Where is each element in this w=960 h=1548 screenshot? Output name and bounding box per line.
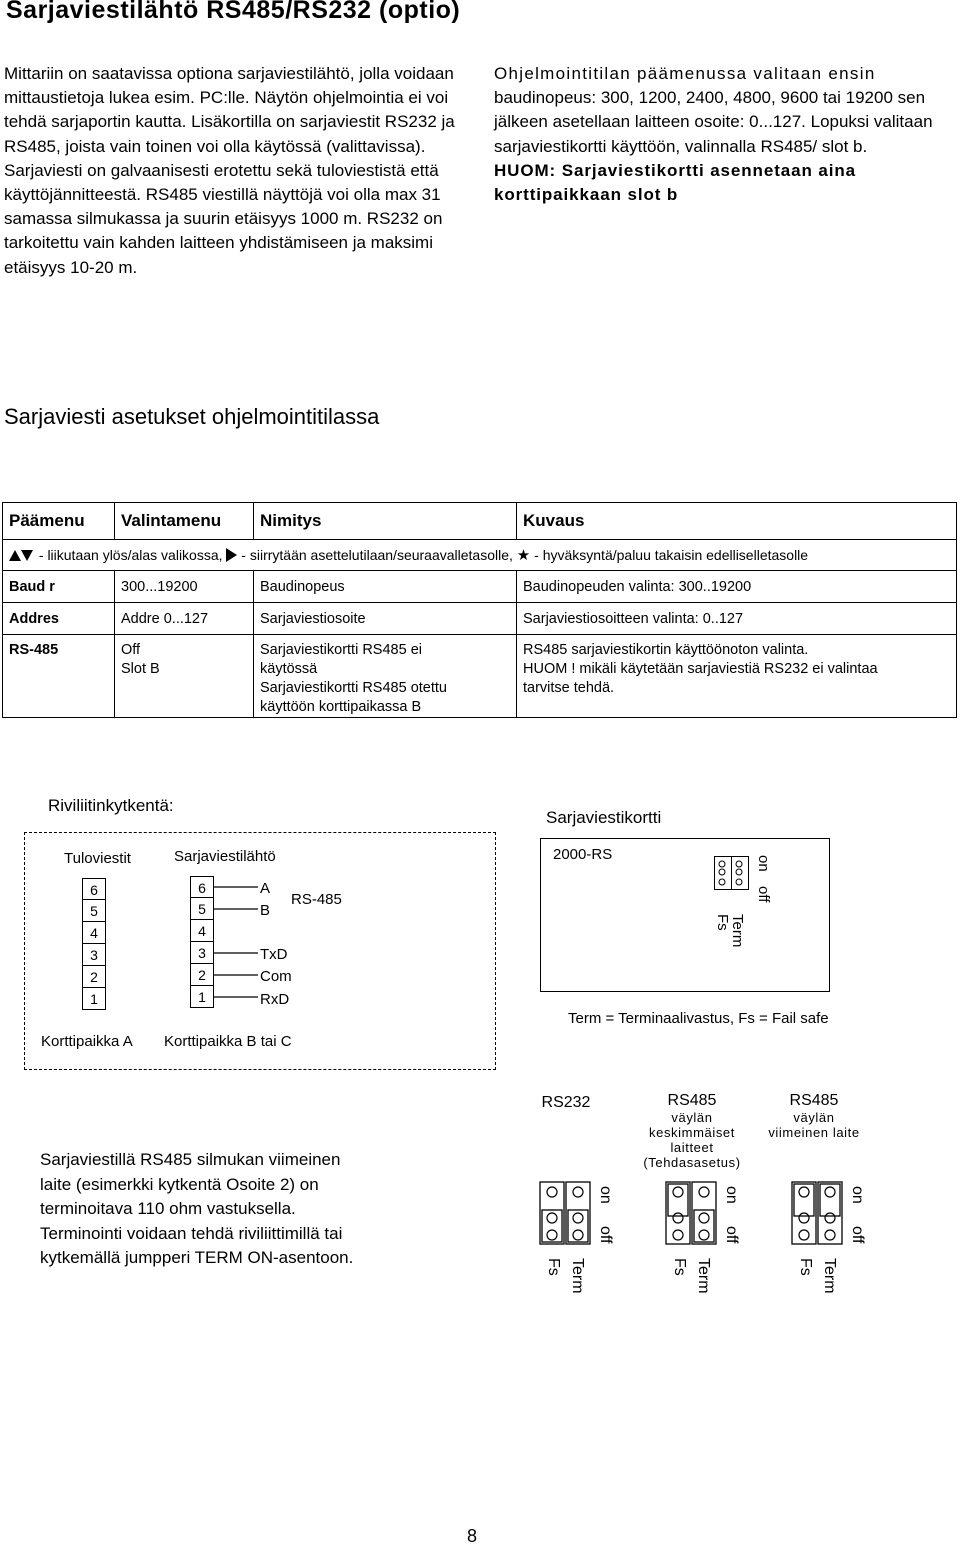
row-name: [254, 635, 517, 718]
header-select-menu: Valintamenu: [115, 503, 254, 540]
card-title: Sarjaviestikortti: [546, 808, 662, 827]
signal-a: A: [260, 880, 271, 897]
jumper-title: RS485: [667, 1092, 717, 1109]
terminal-pin: 3: [190, 942, 214, 964]
header-name: Nimitys: [254, 503, 517, 540]
row-menu: Baud r: [3, 571, 115, 603]
install-note: HUOM: Sarjaviestikortti asennetaan aina korttipaikkaan slot b: [494, 160, 856, 205]
jumper-sub: väylän: [671, 1110, 713, 1125]
terminal-pin: 4: [82, 922, 106, 944]
table-row: [3, 603, 957, 635]
row-desc: [517, 635, 957, 718]
jumper-sub: keskimmäiset: [649, 1125, 735, 1140]
terminal-block-a: [82, 878, 106, 1010]
card-term-label: Term: [729, 914, 746, 948]
terminal-pin: 6: [190, 876, 214, 898]
j2-on: on: [723, 1186, 740, 1204]
table-row: [3, 571, 957, 603]
wiring-title: Riviliitinkytkentä:: [48, 796, 174, 815]
j2-off: off: [723, 1226, 740, 1244]
jumper-sub: (Tehdasasetus): [643, 1155, 741, 1170]
terminal-pin: 3: [82, 944, 106, 966]
desc-line: RS485 sarjaviestikortin käyttöönoton valinta.: [523, 642, 809, 658]
table-header-row: [3, 503, 957, 540]
jumper-rs232-title: RS232: [541, 1094, 591, 1111]
note-line: kytkemällä jumpperi TERM ON-asentoon.: [40, 1248, 354, 1267]
legend-up-down-text: - liikutaan ylös/alas valikossa,: [35, 547, 227, 563]
slot-a-label: Korttipaikka A: [41, 1033, 133, 1050]
jumper-rs485-last: [762, 1092, 866, 1140]
terminal-pin: 1: [82, 988, 106, 1010]
j3-term: Term: [821, 1258, 838, 1294]
row-select: 300...19200: [115, 571, 254, 603]
row-name: Baudinopeus: [254, 571, 517, 603]
arrow-up-icon: [9, 550, 21, 561]
terminal-pin: 2: [82, 966, 106, 988]
card-on-label: on: [755, 855, 772, 872]
navigation-legend: [3, 540, 957, 571]
card-legend: Term = Terminaalivastus, Fs = Fail safe: [568, 1010, 829, 1027]
card-off-label: off: [755, 886, 772, 903]
intro-paragraph-1: Mittariin on saatavissa optiona sarjaviestilähtö, jolla voidaan mittaustietoja lukea esim. PC:lle. Näytön ohjelmointia ei voi tehdä sarjaportin kautta. Lisäkortilla on sarjaviestit RS232 ja RS485, joista vain toinen voi olla käytössä (valittavissa).: [4, 64, 455, 156]
row-desc: Sarjaviestiosoitteen valinta: 0..127: [517, 603, 957, 635]
note-line: Sarjaviestillä RS485 silmukan viimeinen: [40, 1150, 341, 1169]
terminal-pin: 5: [82, 900, 106, 922]
legend-right-text: - siirrytään asettelutilaan/seuraavalletasolle,: [237, 547, 517, 563]
section-heading: Sarjaviesti asetukset ohjelmointitilassa: [4, 404, 380, 429]
legend-row: [3, 540, 957, 571]
signal-com: Com: [260, 968, 292, 985]
intro-right-line-1: Ohjelmointitilan päämenussa valitaan ensin: [494, 64, 876, 83]
star-icon: ★: [516, 547, 531, 564]
terminal-pin: 4: [190, 920, 214, 942]
note-line: laite (esimerkki kytkentä Osoite 2) on: [40, 1174, 319, 1194]
j3-fs: Fs: [797, 1258, 814, 1276]
j3-on: on: [849, 1186, 866, 1204]
jumper-pins: [714, 856, 748, 890]
serial-output-label: Sarjaviestilähtö: [174, 848, 276, 865]
bus-label: RS-485: [291, 891, 342, 908]
jumper-rs485-middle: [636, 1092, 748, 1170]
termination-note: [40, 1148, 353, 1271]
row-name: Sarjaviestiosoite: [254, 603, 517, 635]
arrow-down-icon: [21, 550, 33, 561]
intro-left-text: [4, 62, 466, 280]
page-number: 8: [467, 1526, 478, 1546]
intro-paragraph-2: Sarjaviesti on galvaanisesti erotettu sekä tuloviestistä että käyttöjännitteestä. RS485 viestillä näyttöjä voi olla max 31 samassa silmukassa ja suurin etäisyys 1000 m. RS232 on tarkoitettu vain kahden laitteen yhdistämiseen ja maksimi etäisyys 10-20 m.: [4, 160, 443, 277]
row-desc: Baudinopeuden valinta: 300..19200: [517, 571, 957, 603]
note-line: Terminointi voidaan tehdä riviliittimillä tai: [40, 1223, 343, 1243]
jumper-diagram-rs232: [538, 1180, 598, 1250]
j1-fs: Fs: [545, 1258, 562, 1276]
intro-right-text: [494, 62, 958, 207]
jumper-title: RS485: [789, 1092, 839, 1109]
wiring-lines: [214, 876, 264, 1016]
legend-star-text: - hyväksyntä/paluu takaisin edelliselletasolle: [530, 547, 809, 563]
note-line: terminoitava 110 ohm vastuksella.: [40, 1199, 296, 1218]
row-select: [115, 635, 254, 718]
terminal-pin: 6: [82, 878, 106, 900]
row-menu: Addres: [3, 603, 115, 635]
jumper-diagram-rs485-last: [790, 1180, 850, 1250]
name-line: Sarjaviestikortti RS485 ei: [260, 642, 422, 658]
terminal-pin: 2: [190, 964, 214, 986]
jumper-sub: väylän: [793, 1110, 835, 1125]
terminal-pin: 1: [190, 986, 214, 1008]
signal-rxd: RxD: [260, 991, 290, 1008]
option-off: Off: [121, 642, 141, 658]
row-select: Addre 0...127: [115, 603, 254, 635]
j2-fs: Fs: [671, 1258, 688, 1276]
settings-table: [2, 502, 957, 718]
arrow-right-icon: [226, 548, 237, 562]
card-model: 2000-RS: [553, 846, 613, 863]
j1-off: off: [597, 1226, 614, 1244]
j1-term: Term: [569, 1258, 586, 1294]
name-line: käyttöön korttipaikassa B: [260, 699, 422, 715]
name-line: Sarjaviestikortti RS485 otettu: [260, 680, 447, 696]
terminal-block-b: [190, 876, 214, 1008]
desc-line: HUOM ! mikäli käytetään sarjaviestiä RS232 ei valintaa: [523, 661, 878, 677]
j3-off: off: [849, 1226, 866, 1244]
j1-on: on: [597, 1186, 614, 1204]
slot-bc-label: Korttipaikka B tai C: [164, 1033, 292, 1050]
card-fs-label: Fs: [714, 914, 731, 931]
jumper-sub: laitteet: [670, 1140, 714, 1155]
row-menu: RS-485: [3, 635, 115, 718]
page-title: Sarjaviestilähtö RS485/RS232 (optio): [6, 0, 461, 24]
inputs-label: Tuloviestit: [64, 850, 131, 867]
jumper-diagram-rs485-middle: [664, 1180, 724, 1250]
option-slot-b: Slot B: [121, 661, 160, 677]
intro-right-paragraph: baudinopeus: 300, 1200, 2400, 4800, 9600 tai 19200 sen jälkeen asetellaan laitteen osoite: 0...127. Lopuksi valitaan sarjaviestikortti käyttöön, valinnalla RS485/ slot b.: [494, 88, 933, 156]
name-line: käytössä: [260, 661, 318, 677]
jumper-sub: viimeinen laite: [768, 1125, 860, 1140]
header-description: Kuvaus: [517, 503, 957, 540]
terminal-pin: 5: [190, 898, 214, 920]
header-main-menu: Päämenu: [3, 503, 115, 540]
signal-txd: TxD: [260, 946, 288, 963]
table-row: [3, 635, 957, 718]
j2-term: Term: [695, 1258, 712, 1294]
signal-b: B: [260, 902, 271, 919]
desc-line: tarvitse tehdä.: [523, 680, 615, 696]
